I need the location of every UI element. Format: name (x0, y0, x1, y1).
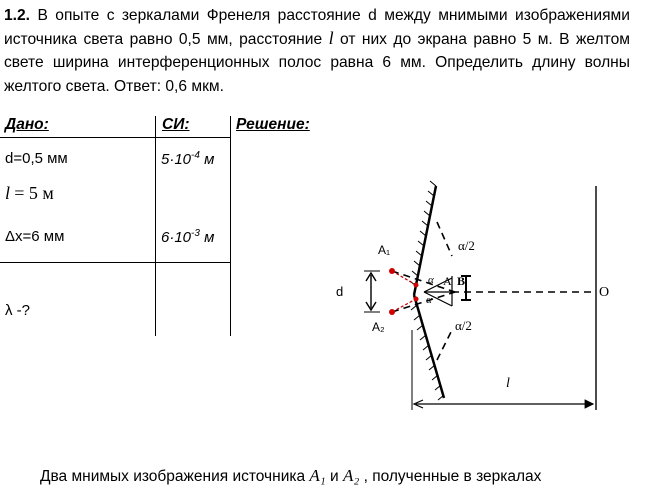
label-a2: A₂ (372, 320, 385, 334)
si-d-mantissa: 5·10 (161, 151, 192, 168)
si-dx-mantissa: 6·10 (161, 229, 192, 246)
label-o: O (599, 285, 610, 300)
si-header: СИ: (162, 116, 190, 133)
problem-text-1: В опыте с зеркалами Френеля расстояние d между мнимыми изображениями источника света равно 0,5 мм, расстояние (4, 7, 630, 49)
construction-lines (392, 222, 596, 360)
problem-l-symbol: l (328, 28, 334, 49)
given-l-symbol: l (5, 183, 11, 203)
label-b: B (457, 274, 466, 288)
lower-mirror (411, 295, 444, 400)
given-dx: Δx=6 мм (5, 228, 65, 245)
label-a: A (443, 274, 452, 288)
problem-text-2: от них до экрана равно 5 м. В желтом свете ширина интерференционных полос равна 6 мм. Определить длину волны желтого света. Ответ: 0,6 мкм. (4, 31, 630, 95)
si-d-unit: м (199, 151, 215, 168)
si-dx-unit: м (199, 229, 215, 246)
d-dimension (364, 271, 380, 312)
label-a1: A₁ (378, 243, 391, 257)
virtual-source-a2 (389, 309, 395, 315)
virtual-source-a1 (389, 268, 395, 274)
si-d-exponent: -4 (191, 150, 200, 161)
given-d: d=0,5 мм (5, 150, 68, 167)
given-header: Дано: (5, 116, 49, 133)
footer-a2: A₂ (342, 466, 360, 485)
footer-a1: A₁ (309, 466, 326, 485)
label-d: d (336, 284, 344, 299)
solution-header: Решение: (236, 116, 310, 133)
label-l: l (506, 376, 510, 391)
label-alpha-half-top: α/2 (458, 238, 475, 253)
footer-prefix: Два мнимых изображения источника (40, 468, 310, 485)
label-alpha-small-bottom: α (426, 294, 432, 306)
problem-number: 1.2. (4, 7, 31, 24)
footer-text (40, 466, 541, 486)
footer-suffix: , полученные в зеркалах (359, 468, 542, 485)
given-l-value: = 5 м (14, 183, 54, 203)
label-alpha-half-bottom: α/2 (455, 318, 472, 333)
footer-and: и (325, 468, 343, 485)
find-lambda: λ -? (5, 302, 31, 319)
si-dx-exponent: -3 (191, 228, 200, 239)
label-alpha-small-top: α (428, 274, 434, 286)
